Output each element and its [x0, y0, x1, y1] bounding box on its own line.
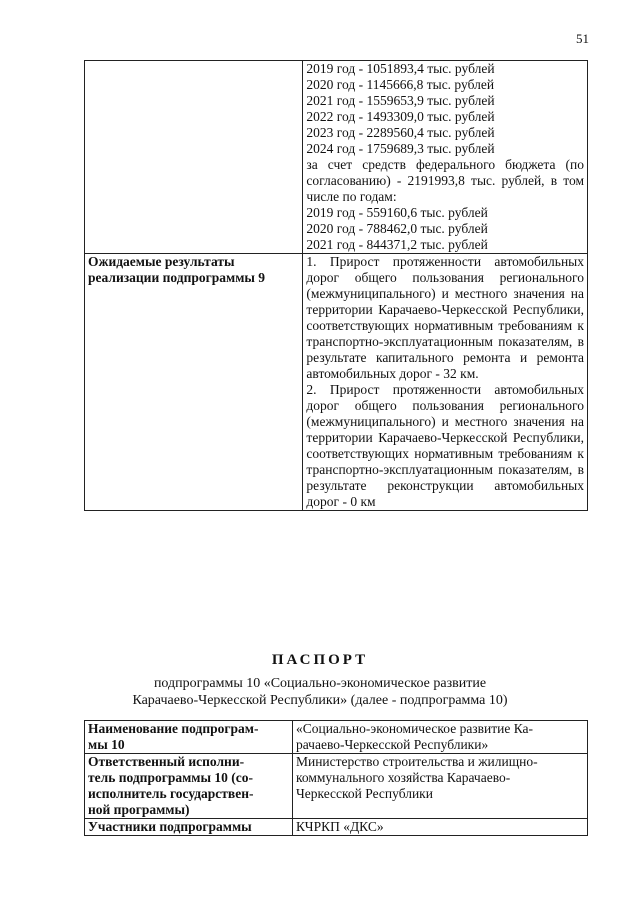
value-line: «Социально-экономическое развитие Ка-	[295, 721, 534, 736]
funding-cell	[303, 61, 588, 254]
federal-funding-text: за счет средств федерального бюджета (по согласованию) - 2191993,8 тыс. рублей, в том числе по годам:	[306, 157, 584, 204]
value-line: Черкесской Республики	[295, 786, 433, 801]
funding-line: 2019 год - 1051893,4 тыс. рублей	[306, 61, 495, 76]
value-line: Министерство строительства и жилищно-	[295, 754, 538, 769]
passport-subtitle	[0, 675, 640, 709]
table-row	[85, 254, 588, 511]
passport-row-label	[85, 754, 293, 819]
passport-table	[84, 720, 588, 836]
label-line: исполнитель государствен-	[88, 786, 254, 801]
funding-results-table	[84, 60, 588, 511]
funding-line: 2022 год - 1493309,0 тыс. рублей	[306, 109, 495, 124]
table-row	[85, 721, 588, 754]
funding-line: 2023 год - 2289560,4 тыс. рублей	[306, 125, 495, 140]
passport-subtitle-line: подпрограммы 10 «Социально-экономическое развитие	[153, 676, 487, 691]
passport-row-value	[292, 754, 587, 819]
table-row	[85, 61, 588, 254]
table-row	[85, 819, 588, 836]
label-line: ной программы)	[88, 802, 190, 817]
value-line: рачаево-Черкесской Республики»	[295, 737, 489, 752]
passport-row-value	[292, 721, 587, 754]
federal-funding-line: 2021 год - 844371,2 тыс. рублей	[306, 237, 488, 252]
expected-result-item-1: 1. Прирост протяженности автомобильных дорог общего пользования регионального (межмуниципального) и местного значения на территории Карачаево-Черкесской Республики, соответствующих нормативным требованиям к транспортно-эксплуатационным показателям, в результате капитального ремонта и ремонта автомобильных дорог - 32 км.	[306, 254, 584, 381]
passport-row-value	[292, 819, 587, 836]
funding-line: 2020 год - 1145666,8 тыс. рублей	[306, 77, 495, 92]
funding-line: 2021 год - 1559653,9 тыс. рублей	[306, 93, 495, 108]
expected-result-item-2: 2. Прирост протяженности автомобильных дорог общего пользования регионального (межмуниципального) и местного значения на территории Карачаево-Черкесской Республики, соответствующих нормативным требованиям к транспортно-эксплуатационным показателям, в результате реконструкции автомобильных дорог - 0 км	[306, 382, 584, 509]
passport-title: ПАСПОРТ	[271, 652, 369, 668]
passport-subtitle-line: Карачаево-Черкесской Республики» (далее - подпрограмма 10)	[132, 693, 508, 708]
label-line: Наименование подпрограм-	[88, 721, 259, 736]
passport-row-label	[85, 819, 293, 836]
funding-line: 2024 год - 1759689,3 тыс. рублей	[306, 141, 495, 156]
expected-results-cell	[303, 254, 588, 511]
empty-label-cell	[85, 61, 303, 254]
passport-row-label	[85, 721, 293, 754]
expected-results-label: Ожидаемые результаты реализации подпрограммы 9	[85, 254, 303, 511]
label-line: тель подпрограммы 10 (со-	[88, 770, 254, 785]
federal-funding-line: 2019 год - 559160,6 тыс. рублей	[306, 205, 488, 220]
label-line: Участники подпрограммы	[88, 819, 252, 834]
page-number: 51	[576, 31, 589, 46]
label-line: Ответственный исполни-	[88, 754, 245, 769]
federal-funding-line: 2020 год - 788462,0 тыс. рублей	[306, 221, 488, 236]
label-line: мы 10	[88, 737, 125, 752]
value-line: КЧРКП «ДКС»	[295, 819, 384, 834]
table-row	[85, 754, 588, 819]
value-line: коммунального хозяйства Карачаево-	[295, 770, 511, 785]
